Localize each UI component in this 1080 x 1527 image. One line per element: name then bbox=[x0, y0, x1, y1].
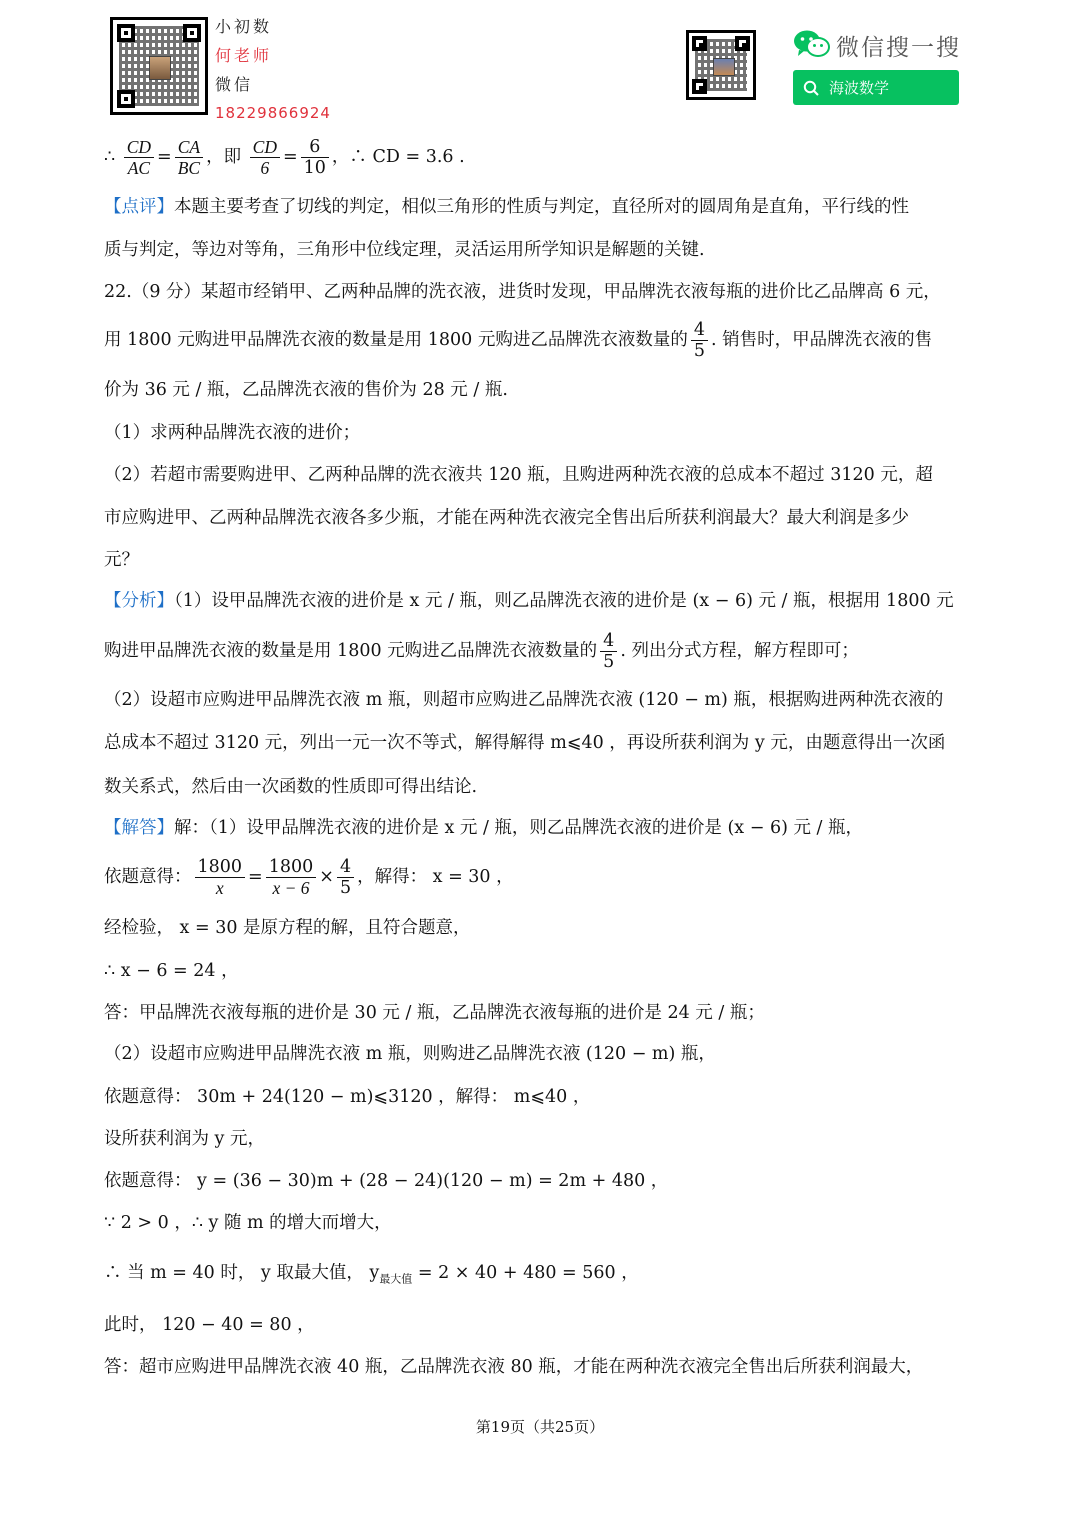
page-number: 第19页（共25页） bbox=[475, 1418, 605, 1436]
answer-line-13: 答：超市应购进甲品牌洗衣液 40 瓶，乙品牌洗衣液 80 瓶，才能在两种洗衣液完全售出后所获利润最大， bbox=[104, 1357, 924, 1377]
comment-tag: 【点评】 bbox=[104, 197, 174, 217]
teacher-note-1: 小初数 bbox=[215, 17, 273, 36]
answer-line-3: 经检验， x = 30 是原方程的解，且符合题意， bbox=[104, 918, 471, 938]
teacher-note-2: 微信 bbox=[215, 75, 254, 94]
fraction: $\frac{CD}{6}$ bbox=[250, 137, 280, 178]
answer-line-7: 依题意得： 30m + 24(120 − m)⩽3120 ，解得： m⩽40 ， bbox=[104, 1087, 591, 1107]
teacher-phone: 18229866924 bbox=[215, 104, 331, 122]
answer-line-4: ∴ x − 6 = 24 ， bbox=[104, 961, 239, 981]
analysis-line-1: 【分析】（1）设甲品牌洗衣液的进价是 x 元 / 瓶，则乙品牌洗衣液的进价是 (x − 6) 元 / 瓶，根据用 1800 元 bbox=[104, 591, 954, 611]
answer-line-5: 答：甲品牌洗衣液每瓶的进价是 30 元 / 瓶，乙品牌洗衣液每瓶的进价是 24 元 / 瓶； bbox=[104, 1003, 765, 1023]
wechat-logo-icon bbox=[793, 29, 831, 59]
question-22-line-1: 22.（9 分）某超市经销甲、乙两种品牌的洗衣液，进货时发现，甲品牌洗衣液每瓶的进价比乙品牌高 6 元， bbox=[104, 282, 941, 302]
question-22-part-2-line-3: 元？ bbox=[104, 550, 139, 570]
comment-line-2: 质与判定，等边对等角，三角形中位线定理，灵活运用所学知识是解题的关键. bbox=[104, 240, 705, 260]
proportion-line: ∴ $\frac{CD}{AC}$ = $\frac{CA}{BC}$ ，即 $\frac{CD}{6}$ = $\frac{6}{10}$ ，∴ CD = 3.6 . bbox=[104, 137, 465, 178]
question-22-part-2-line-2: 市应购进甲、乙两种品牌洗衣液各多少瓶，才能在两种洗衣液完全售出后所获利润最大？最大利润是多少 bbox=[104, 508, 909, 528]
answer-tag: 【解答】 bbox=[104, 818, 174, 838]
subscript-max: 最大值 bbox=[379, 1272, 413, 1286]
avatar bbox=[149, 56, 171, 80]
answer-equation-line: 依题意得： $\frac{1800}{x}$ = $\frac{1800}{x - 6}$ × $\frac{4}{5}$ ，解得： x = 30 ， bbox=[104, 857, 514, 898]
answer-line-6: （2）设超市应购进甲品牌洗衣液 m 瓶，则购进乙品牌洗衣液 (120 − m) 瓶， bbox=[104, 1044, 716, 1064]
search-button-label: 海波数学 bbox=[829, 79, 890, 97]
qr-code-wechat bbox=[686, 30, 756, 100]
answer-line-8: 设所获利润为 y 元， bbox=[104, 1129, 266, 1149]
teacher-info bbox=[215, 12, 331, 128]
fraction: $\frac{4}{5}$ bbox=[600, 631, 617, 672]
analysis-line-4: 总成本不超过 3120 元，列出一元一次不等式，解得解得 m⩽40 ，再设所获利润为 y 元，由题意得出一次函 bbox=[104, 733, 946, 753]
answer-line-12: 此时， 120 − 40 = 80 ， bbox=[104, 1315, 315, 1335]
fraction: $\frac{CA}{BC}$ bbox=[175, 137, 203, 178]
fraction: $\frac{6}{10}$ bbox=[301, 137, 329, 178]
answer-line-10: ∵ 2 > 0 ，∴ y 随 m 的增大而增大， bbox=[104, 1213, 392, 1233]
question-22-part-2-line-1: （2）若超市需要购进甲、乙两种品牌的洗衣液共 120 瓶，且购进两种洗衣液的总成本不超过 3120 元，超 bbox=[104, 465, 933, 485]
analysis-tag: 【分析】 bbox=[104, 591, 174, 611]
analysis-line-5: 数关系式，然后由一次函数的性质即可得出结论. bbox=[104, 777, 478, 797]
fraction: $\frac{4}{5}$ bbox=[691, 320, 708, 361]
search-icon bbox=[803, 80, 819, 96]
comment-line-1: 【点评】本题主要考查了切线的判定，相似三角形的性质与判定，直径所对的圆周角是直角，平行线的性 bbox=[104, 197, 909, 217]
qr-code-teacher bbox=[110, 17, 208, 115]
wechat-search-button[interactable] bbox=[793, 70, 959, 105]
question-22-line-2: 用 1800 元购进甲品牌洗衣液的数量是用 1800 元购进乙品牌洗衣液数量的 $\frac{4}{5}$ . 销售时，甲品牌洗衣液的售 bbox=[104, 320, 933, 361]
answer-line-1: 【解答】解：（1）设甲品牌洗衣液的进价是 x 元 / 瓶，则乙品牌洗衣液的进价是 (x − 6) 元 / 瓶， bbox=[104, 818, 863, 838]
question-22-part-1: （1）求两种品牌洗衣液的进价； bbox=[104, 423, 361, 443]
fraction: $\frac{1800}{x - 6}$ bbox=[266, 857, 317, 898]
wechat-search-brand: 微信搜一搜 bbox=[836, 35, 961, 61]
analysis-line-3: （2）设超市应购进甲品牌洗衣液 m 瓶，则超市应购进乙品牌洗衣液 (120 − m) 瓶，根据购进两种洗衣液的 bbox=[104, 690, 944, 710]
answer-line-9: 依题意得： y = (36 − 30)m + (28 − 24)(120 − m) = 2m + 480 ， bbox=[104, 1171, 669, 1191]
fraction: $\frac{4}{5}$ bbox=[337, 857, 354, 898]
fraction: $\frac{1800}{x}$ bbox=[195, 857, 246, 898]
question-22-line-3: 价为 36 元 / 瓶，乙品牌洗衣液的售价为 28 元 / 瓶. bbox=[104, 380, 508, 400]
fraction: $\frac{CD}{AC}$ bbox=[124, 137, 154, 178]
answer-line-11: ∴ 当 m = 40 时， y 取最大值， $y_{最大值} = 2 \times 40 + 480 = 560$ ， bbox=[104, 1263, 639, 1286]
teacher-name: 何老师 bbox=[215, 46, 273, 65]
analysis-line-2: 购进甲品牌洗衣液的数量是用 1800 元购进乙品牌洗衣液数量的 $\frac{4}{5}$ . 列出分式方程，解方程即可； bbox=[104, 631, 859, 672]
